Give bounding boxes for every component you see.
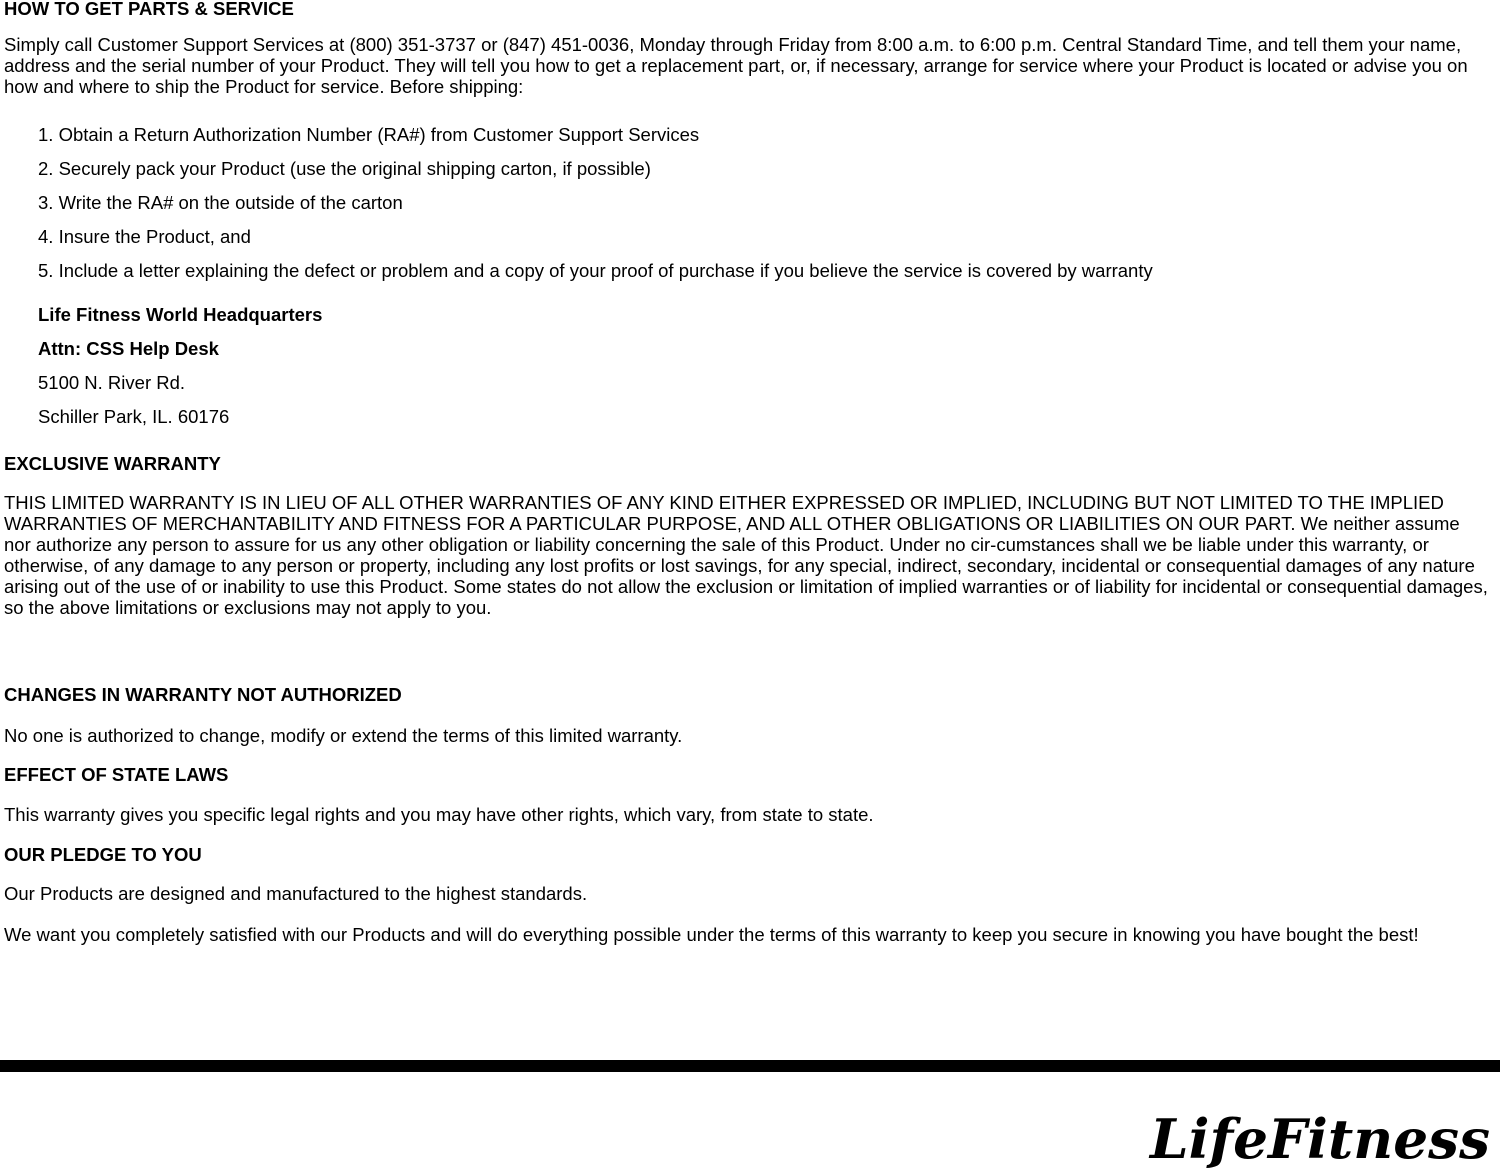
- shipping-steps-list: [38, 124, 1153, 294]
- parts-service-heading: HOW TO GET PARTS & SERVICE: [4, 0, 294, 19]
- step-item: 2. Securely pack your Product (use the original shipping carton, if possible): [38, 158, 651, 179]
- exclusive-warranty-heading: EXCLUSIVE WARRANTY: [4, 453, 221, 474]
- address-company: Life Fitness World Headquarters: [38, 304, 323, 325]
- address-street: 5100 N. River Rd.: [38, 372, 186, 393]
- life-fitness-logo: [1146, 1108, 1496, 1168]
- exclusive-warranty-body: THIS LIMITED WARRANTY IS IN LIEU OF ALL OTHER WARRANTIES OF ANY KIND EITHER EXPRESSED OR IMPLIED, INCLUDING BUT NOT LIMITED TO THE IMPLIED WARRANTIES OF MERCHANTABILITY AND FITNESS FOR A PARTICULAR PURPOSE, AND ALL OTHER OBLIGATIONS OR LIABILITIES ON OUR PART. We neither assume nor authorize any person to assure for us any other obligation or liability concerning the sale of this Product. Under no cir-cumstances shall we be liable under this warranty, or otherwise, of any damage to any person or property, including any lost profits or lost savings, for any special, indirect, secondary, incidental or consequential damages of any nature arising out of the use of or inability to use this Product. Some states do not allow the exclusion or limitation of implied warranties or of liability for incidental or consequential damages, so the above limitations or exclusions may not apply to you.: [4, 492, 1488, 618]
- changes-body: No one is authorized to change, modify or extend the terms of this limited warranty.: [4, 725, 683, 746]
- state-laws-heading: EFFECT OF STATE LAWS: [4, 764, 229, 785]
- address-city: Schiller Park, IL. 60176: [38, 406, 230, 427]
- state-laws-body: This warranty gives you specific legal rights and you may have other rights, which vary, from state to state.: [4, 804, 874, 825]
- step-item: 4. Insure the Product, and: [38, 226, 251, 247]
- step-item: 3. Write the RA# on the outside of the carton: [38, 192, 403, 213]
- changes-heading: CHANGES IN WARRANTY NOT AUTHORIZED: [4, 684, 402, 705]
- logo-wordmark: [1146, 1108, 1496, 1168]
- mailing-address: [38, 304, 322, 440]
- pledge-body-2: We want you completely satisfied with our Products and will do everything possible under the terms of this warranty to keep you secure in knowing you have bought the best!: [4, 924, 1419, 945]
- pledge-body-1: Our Products are designed and manufactured to the highest standards.: [4, 883, 588, 904]
- footer-rule: [0, 1060, 1500, 1072]
- pledge-heading: OUR PLEDGE TO YOU: [4, 844, 202, 865]
- step-item: 1. Obtain a Return Authorization Number (RA#) from Customer Support Services: [38, 124, 700, 145]
- parts-service-intro: Simply call Customer Support Services at (800) 351-3737 or (847) 451-0036, Monday through Friday from 8:00 a.m. to 6:00 p.m. Central Standard Time, and tell them your name, address and the serial number of your Product. They will tell you how to get a replacement part, or, if necessary, arrange for service where your Product is located or advise you on how and where to ship the Product for service. Before shipping:: [4, 34, 1468, 97]
- logo-text: LifeFitness: [1147, 1108, 1490, 1168]
- step-item: 5. Include a letter explaining the defect or problem and a copy of your proof of purchase if you believe the service is covered by warranty: [38, 260, 1153, 281]
- address-attn: Attn: CSS Help Desk: [38, 338, 219, 359]
